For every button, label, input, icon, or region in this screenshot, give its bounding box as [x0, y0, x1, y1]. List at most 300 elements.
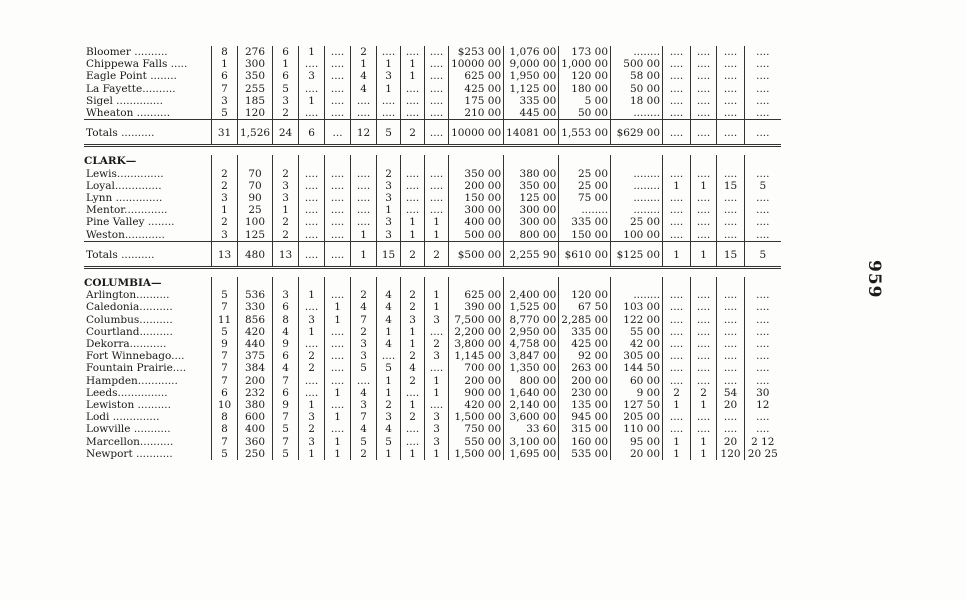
table-cell: ....	[425, 120, 449, 146]
table-cell: 3	[377, 411, 401, 423]
table-cell: 31	[212, 120, 238, 146]
empty-cell	[559, 155, 611, 167]
table-cell: 30	[745, 387, 781, 399]
table-cell: 150 00	[559, 229, 611, 242]
table-row	[84, 46, 781, 58]
table-cell: 945 00	[559, 411, 611, 423]
table-cell: 50 00	[611, 83, 663, 95]
section-spacer	[84, 268, 781, 278]
table-cell: 800 00	[504, 229, 559, 242]
table-cell: 250	[238, 448, 273, 460]
table-cell: 390 00	[449, 301, 504, 313]
table-cell: ....	[691, 326, 717, 338]
table-cell: ....	[691, 95, 717, 107]
table-cell: ....	[325, 241, 351, 267]
row-label: Pine Valley ........	[86, 216, 175, 229]
table-cell: ........	[611, 204, 663, 216]
table-row	[84, 338, 781, 350]
table-cell: 1	[691, 448, 717, 460]
table-cell: ....	[377, 107, 401, 120]
table-cell: 5	[745, 241, 781, 267]
row-label: Lewis..............	[86, 167, 164, 180]
table-cell: ....	[691, 289, 717, 301]
table-cell: 2,255 90	[504, 241, 559, 267]
table-cell: 1	[325, 436, 351, 448]
table-cell: 5	[273, 423, 299, 435]
table-cell: 1,525 00	[504, 301, 559, 313]
table-cell: 3	[212, 229, 238, 242]
table-cell: 425 00	[449, 83, 504, 95]
table-cell: 4	[377, 338, 401, 350]
table-cell: 125	[238, 229, 273, 242]
table-cell: 335 00	[559, 326, 611, 338]
table-cell: 6	[273, 46, 299, 58]
table-cell: 9,000 00	[504, 58, 559, 70]
table-cell: 5	[377, 120, 401, 146]
table-cell: 4	[351, 423, 377, 435]
table-cell: 4	[377, 289, 401, 301]
table-row	[84, 448, 781, 460]
table-cell: 384	[238, 362, 273, 374]
table-cell: 6	[212, 70, 238, 82]
table-cell: 205 00	[611, 411, 663, 423]
table-cell: ....	[717, 423, 745, 435]
table-cell: ....	[299, 180, 325, 192]
table-row	[84, 289, 781, 301]
section-header-row	[84, 155, 781, 167]
table-cell: ....	[663, 95, 691, 107]
table-cell: 200 00	[449, 180, 504, 192]
table-cell: ....	[325, 423, 351, 435]
table-cell: 110 00	[611, 423, 663, 435]
table-cell: 550 00	[449, 436, 504, 448]
table-cell: 6	[273, 70, 299, 82]
empty-cell	[504, 277, 559, 289]
table-cell: ....	[663, 423, 691, 435]
table-cell: ....	[325, 70, 351, 82]
table-cell: 750 00	[449, 423, 504, 435]
table-cell: 8,770 00	[504, 314, 559, 326]
table-cell: ....	[663, 204, 691, 216]
table-cell: ....	[691, 204, 717, 216]
row-label: Fort Winnebago....	[86, 350, 185, 363]
table-cell: ....	[717, 95, 745, 107]
table-cell: 90	[238, 192, 273, 204]
empty-cell	[273, 277, 299, 289]
table-cell: ....	[299, 216, 325, 228]
table-cell: ....	[663, 229, 691, 242]
table-cell: 300 00	[504, 216, 559, 228]
table-cell: 9	[212, 338, 238, 350]
table-cell: 8	[212, 46, 238, 58]
table-cell: ....	[401, 46, 425, 58]
empty-cell	[663, 277, 691, 289]
table-cell: ....	[717, 120, 745, 146]
table-cell: 185	[238, 95, 273, 107]
table-cell: 4	[377, 423, 401, 435]
table-cell: 5 00	[559, 95, 611, 107]
row-label: Fountain Prairie....	[86, 362, 187, 375]
table-cell: ....	[745, 375, 781, 387]
table-cell: 5	[377, 362, 401, 374]
table-row	[84, 436, 781, 448]
table-cell: 1	[299, 95, 325, 107]
table-cell: 200 00	[559, 375, 611, 387]
table-cell: 1	[663, 241, 691, 267]
table-cell: ....	[377, 95, 401, 107]
table-row	[84, 204, 781, 216]
table-cell: ....	[717, 58, 745, 70]
table-cell: 2,140 00	[504, 399, 559, 411]
table-cell: 600	[238, 411, 273, 423]
table-row	[84, 58, 781, 70]
table-cell: 6	[273, 350, 299, 362]
row-label: Bloomer ..........	[86, 46, 168, 58]
table-cell: 180 00	[559, 83, 611, 95]
table-cell: 125 00	[504, 192, 559, 204]
table-cell: 2,400 00	[504, 289, 559, 301]
row-label: Sigel ..............	[86, 94, 163, 107]
table-cell: ....	[401, 387, 425, 399]
table-cell: ....	[691, 46, 717, 58]
table-cell: ....	[691, 192, 717, 204]
table-cell: 8	[212, 423, 238, 435]
table-cell: ....	[663, 289, 691, 301]
table-cell: ....	[691, 411, 717, 423]
table-cell: ........	[611, 180, 663, 192]
table-cell: ....	[717, 107, 745, 120]
table-cell: ....	[325, 399, 351, 411]
table-cell: ....	[299, 83, 325, 95]
table-cell: ........	[611, 168, 663, 180]
table-cell: 1	[663, 399, 691, 411]
table-cell: ....	[351, 107, 377, 120]
table-row	[84, 180, 781, 192]
table-cell: 1	[377, 448, 401, 460]
table-cell: 5	[212, 448, 238, 460]
table-cell: 2	[212, 180, 238, 192]
table-cell: ....	[425, 107, 449, 120]
table-cell: ........	[559, 204, 611, 216]
table-cell: ....	[401, 423, 425, 435]
table-cell: ....	[717, 46, 745, 58]
row-label: Eagle Point ........	[86, 70, 177, 83]
table-cell: 1	[691, 180, 717, 192]
table-cell: 1,640 00	[504, 387, 559, 399]
table-cell: ....	[325, 204, 351, 216]
table-cell: 12	[745, 399, 781, 411]
table-cell: ....	[691, 83, 717, 95]
empty-cell	[691, 277, 717, 289]
table-cell: 3	[273, 192, 299, 204]
empty-cell	[611, 155, 663, 167]
table-cell: 2	[299, 350, 325, 362]
row-label: Wheaton ..........	[86, 107, 171, 120]
table-cell: ....	[745, 314, 781, 326]
table-cell: ....	[663, 107, 691, 120]
table-cell: 230 00	[559, 387, 611, 399]
table-cell: 160 00	[559, 436, 611, 448]
table-cell: 2	[401, 350, 425, 362]
table-cell: 1,350 00	[504, 362, 559, 374]
table-cell: 1,076 00	[504, 46, 559, 58]
empty-cell	[273, 155, 299, 167]
table-cell: ....	[401, 107, 425, 120]
table-cell: 3	[273, 95, 299, 107]
table-cell: 2	[401, 241, 425, 267]
table-cell: 1	[401, 216, 425, 228]
table-cell: ....	[691, 338, 717, 350]
table-cell: 2,950 00	[504, 326, 559, 338]
table-cell: ....	[691, 58, 717, 70]
table-cell: 33 60	[504, 423, 559, 435]
table-cell: 7	[351, 314, 377, 326]
table-cell: 1	[425, 375, 449, 387]
table-cell: ....	[745, 58, 781, 70]
table-cell: ....	[663, 326, 691, 338]
table-cell: 4	[401, 362, 425, 374]
table-cell: ....	[325, 375, 351, 387]
table-row	[84, 70, 781, 82]
row-label: La Fayette..........	[86, 82, 176, 95]
table-cell: ....	[745, 192, 781, 204]
table-cell: 276	[238, 46, 273, 58]
table-cell: 1	[401, 229, 425, 242]
table-cell: 3	[425, 350, 449, 362]
row-label: Totals ..........	[84, 120, 212, 146]
table-cell: 1	[299, 46, 325, 58]
table-cell: ....	[745, 338, 781, 350]
table-cell: ....	[425, 83, 449, 95]
table-cell: ....	[425, 180, 449, 192]
table-cell: ....	[351, 216, 377, 228]
table-cell: 360	[238, 436, 273, 448]
table-cell: 1,553 00	[559, 120, 611, 146]
table-cell: ....	[717, 216, 745, 228]
table-cell: ....	[691, 216, 717, 228]
table-cell: 5	[351, 436, 377, 448]
table-cell: 2	[663, 387, 691, 399]
table-cell: 173 00	[559, 46, 611, 58]
table-cell: 1	[325, 301, 351, 313]
empty-cell	[238, 277, 273, 289]
table-cell: ....	[299, 241, 325, 267]
table-cell: 8	[212, 411, 238, 423]
empty-cell	[425, 277, 449, 289]
table-cell: 2	[273, 168, 299, 180]
table-cell: ....	[351, 180, 377, 192]
table-cell: ....	[717, 70, 745, 82]
table-cell: 54	[717, 387, 745, 399]
table-cell: ....	[663, 338, 691, 350]
table-cell: ....	[691, 120, 717, 146]
table-cell: ....	[401, 95, 425, 107]
table-cell: 3	[425, 436, 449, 448]
table-cell: 3	[425, 423, 449, 435]
table-cell: 1	[425, 448, 449, 460]
empty-cell	[611, 277, 663, 289]
row-label: Mentor.............	[86, 204, 168, 217]
table-cell: ....	[425, 46, 449, 58]
table-cell: 5	[273, 83, 299, 95]
table-cell: 6	[273, 301, 299, 313]
table-cell: 3	[377, 216, 401, 228]
table-cell: ....	[745, 46, 781, 58]
table-cell: 1,500 00	[449, 411, 504, 423]
table-cell: 300	[238, 58, 273, 70]
table-cell: 2	[351, 289, 377, 301]
table-cell: 4	[351, 301, 377, 313]
table-cell: 3	[273, 289, 299, 301]
table-cell: 2	[377, 168, 401, 180]
table-cell: 25 00	[611, 216, 663, 228]
table-cell: ....	[691, 168, 717, 180]
empty-cell	[401, 277, 425, 289]
table-cell: $629 00	[611, 120, 663, 146]
table-cell: ....	[299, 204, 325, 216]
table-cell: 2	[401, 375, 425, 387]
table-cell: 7	[212, 301, 238, 313]
table-cell: ....	[425, 326, 449, 338]
table-cell: 20 25	[745, 448, 781, 460]
table-row	[84, 301, 781, 313]
table-cell: ....	[717, 314, 745, 326]
table-cell: ....	[401, 192, 425, 204]
table-cell: 4	[351, 83, 377, 95]
table-cell: 1	[212, 58, 238, 70]
empty-cell	[717, 155, 745, 167]
table-cell: 480	[238, 241, 273, 267]
table-cell: 3	[299, 70, 325, 82]
table-cell: 1	[325, 314, 351, 326]
table-cell: ....	[425, 95, 449, 107]
table-cell: ....	[425, 168, 449, 180]
table-cell: 3	[377, 180, 401, 192]
table-cell: ....	[325, 338, 351, 350]
table-cell: 25 00	[559, 180, 611, 192]
table-cell: ....	[425, 362, 449, 374]
table-cell: 1,145 00	[449, 350, 504, 362]
empty-cell	[351, 155, 377, 167]
table-cell: 2	[212, 216, 238, 228]
table-row	[84, 423, 781, 435]
table-cell: 120 00	[559, 70, 611, 82]
table-cell: 1	[401, 326, 425, 338]
table-cell: 1,526	[238, 120, 273, 146]
empty-cell	[212, 155, 238, 167]
table-cell: ....	[663, 120, 691, 146]
table-cell: ....	[717, 83, 745, 95]
table-cell: ....	[745, 350, 781, 362]
table-cell: ....	[351, 192, 377, 204]
table-cell: ...	[325, 120, 351, 146]
table-cell: 1	[377, 387, 401, 399]
table-cell: 20 00	[611, 448, 663, 460]
table-cell: ....	[299, 229, 325, 242]
table-cell: 120	[717, 448, 745, 460]
table-cell: ....	[377, 46, 401, 58]
table-cell: ........	[611, 289, 663, 301]
table-cell: 3	[212, 192, 238, 204]
table-cell: 4	[351, 387, 377, 399]
table-cell: 4	[273, 326, 299, 338]
table-cell: ........	[611, 107, 663, 120]
table-cell: 4	[351, 70, 377, 82]
table-cell: 2	[351, 326, 377, 338]
empty-cell	[238, 155, 273, 167]
table-row	[84, 216, 781, 228]
table-cell: ....	[325, 216, 351, 228]
table-cell: ....	[717, 411, 745, 423]
table-cell: ....	[745, 229, 781, 242]
table-cell: 1	[377, 83, 401, 95]
table-cell: ....	[299, 58, 325, 70]
table-cell: ....	[325, 362, 351, 374]
table-cell: 100	[238, 216, 273, 228]
table-cell: ....	[663, 301, 691, 313]
table-cell: 127 50	[611, 399, 663, 411]
table-cell: 200	[238, 375, 273, 387]
section-header: COLUMBIA—	[84, 277, 162, 290]
table-cell: 700 00	[449, 362, 504, 374]
empty-cell	[325, 277, 351, 289]
table-cell: 350	[238, 70, 273, 82]
table-cell: 20	[717, 436, 745, 448]
table-cell: 3	[401, 314, 425, 326]
table-cell: 3,100 00	[504, 436, 559, 448]
table-cell: 42 00	[611, 338, 663, 350]
empty-cell	[425, 155, 449, 167]
table-cell: 122 00	[611, 314, 663, 326]
table-cell: 150 00	[449, 192, 504, 204]
table-cell: 70	[238, 168, 273, 180]
table-cell: ....	[299, 338, 325, 350]
table-cell: 1,125 00	[504, 83, 559, 95]
table-cell: 800 00	[504, 375, 559, 387]
table-row	[84, 375, 781, 387]
table-cell: ....	[663, 58, 691, 70]
table-cell: ....	[351, 95, 377, 107]
table-cell: 335 00	[504, 95, 559, 107]
table-cell: 4	[377, 314, 401, 326]
table-cell: 92 00	[559, 350, 611, 362]
row-label: Newport ...........	[86, 447, 173, 460]
table-cell: ....	[401, 436, 425, 448]
table-cell: 1	[325, 448, 351, 460]
table-cell: 3	[212, 95, 238, 107]
table-cell: ........	[611, 192, 663, 204]
table-cell: ....	[325, 168, 351, 180]
table-cell: 375	[238, 350, 273, 362]
table-cell: 420 00	[449, 399, 504, 411]
table-cell: 380 00	[504, 168, 559, 180]
table-cell: 12	[351, 120, 377, 146]
table-cell: 1	[401, 338, 425, 350]
table-cell: 1	[663, 180, 691, 192]
table-cell: 18 00	[611, 95, 663, 107]
table-cell: 75 00	[559, 192, 611, 204]
table-cell: 1,500 00	[449, 448, 504, 460]
table-cell: 1	[377, 326, 401, 338]
table-cell: 2 12	[745, 436, 781, 448]
table-row	[84, 314, 781, 326]
table-cell: ....	[325, 192, 351, 204]
empty-cell	[559, 277, 611, 289]
table-cell: 2	[351, 448, 377, 460]
table-cell: 1	[377, 58, 401, 70]
table-cell: 3	[299, 411, 325, 423]
totals-row	[84, 241, 781, 267]
